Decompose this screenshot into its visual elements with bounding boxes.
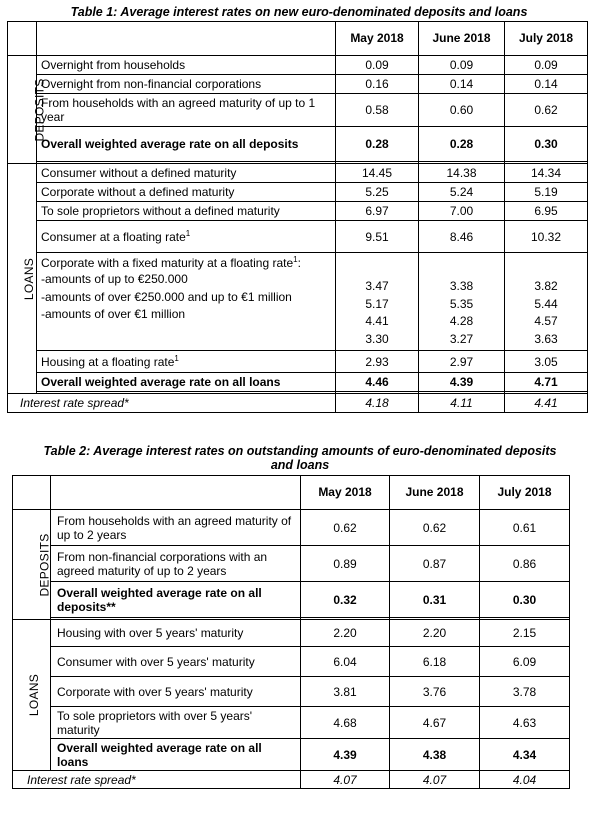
cell-value: 4.63 [480, 707, 570, 739]
table-row [8, 183, 588, 202]
cell-value: 5.25 [336, 183, 419, 202]
cell-value: 0.09 [336, 56, 419, 75]
row-label: Interest rate spread* [13, 771, 301, 789]
cell-value: 6.09 [480, 647, 570, 677]
cell-value: 0.89 [301, 546, 390, 582]
row-label: Corporate with over 5 years' maturity [51, 677, 301, 707]
row-label: From households with an agreed maturity of up to 1 year [37, 94, 336, 127]
cell-value: 0.14 [505, 75, 588, 94]
table1-month-may: May 2018 [336, 22, 419, 56]
sub-label: -amounts of up to €250.000 [41, 272, 188, 286]
cell-value: 6.97 [336, 202, 419, 221]
cell-value: 4.07 [301, 771, 390, 789]
table-row [8, 75, 588, 94]
cell-value: 0.14 [419, 75, 505, 94]
cell-value: 5.19 [505, 183, 588, 202]
cell-value: 6.95 [505, 202, 588, 221]
cell-value-stack: 3.47 5.17 4.41 3.30 [336, 253, 419, 351]
table1-spread-row [8, 394, 588, 413]
cell-value: 0.31 [390, 582, 480, 618]
cell-value: 4.41 [505, 394, 588, 413]
row-label: Consumer without a defined maturity [37, 164, 336, 183]
cell-value: 14.38 [419, 164, 505, 183]
cell-value: 7.00 [419, 202, 505, 221]
row-label: Overall weighted average rate on all deposits** [51, 582, 301, 618]
cell-value: 4.71 [505, 373, 588, 392]
cell-value: 0.30 [480, 582, 570, 618]
table-row [8, 253, 588, 351]
sub-label: -amounts of over €250.000 and up to €1 million [41, 289, 292, 304]
table-row [8, 221, 588, 253]
cell-value: 8.46 [419, 221, 505, 253]
sub-label: -amounts of over €1 million [41, 307, 186, 321]
table1-deposits-section-label: DEPOSITS [8, 56, 37, 164]
row-label: Corporate with a fixed maturity at a floating rate$^1$: -amounts of up to €250.000 -amounts of over €250.000 and up to €1 million -amounts of over €1 million [37, 253, 336, 351]
row-label: Housing with over 5 years' maturity [51, 620, 301, 647]
cell-value: 0.58 [336, 94, 419, 127]
row-label: Interest rate spread* [8, 394, 336, 413]
row-label: Consumer with over 5 years' maturity [51, 647, 301, 677]
cell-value: 3.05 [505, 351, 588, 373]
cell-value: 4.34 [480, 739, 570, 771]
cell-value: 4.68 [301, 707, 390, 739]
table-row [13, 546, 570, 582]
cell-value: 4.04 [480, 771, 570, 789]
cell-value: 2.93 [336, 351, 419, 373]
cell-value: 4.18 [336, 394, 419, 413]
table-row [13, 647, 570, 677]
cell-value: 14.45 [336, 164, 419, 183]
cell-value: 0.30 [505, 127, 588, 162]
cell-value: 6.18 [390, 647, 480, 677]
cell-value: 0.60 [419, 94, 505, 127]
table2-title: Table 2: Average interest rates on outstanding amounts of euro-denominated deposits and loans [43, 444, 557, 472]
cell-value: 3.78 [480, 677, 570, 707]
cell-value: 0.09 [505, 56, 588, 75]
cell-value: 4.07 [390, 771, 480, 789]
cell-value: 0.28 [336, 127, 419, 162]
cell-value: 2.20 [390, 620, 480, 647]
row-label: Overall weighted average rate on all loans [51, 739, 301, 771]
cell-value: 0.28 [419, 127, 505, 162]
table2-header-blank-label [51, 476, 301, 510]
cell-value: 5.24 [419, 183, 505, 202]
table2-month-july: July 2018 [480, 476, 570, 510]
table-row [13, 677, 570, 707]
table2-month-may: May 2018 [301, 476, 390, 510]
cell-value: 4.46 [336, 373, 419, 392]
table2-header-row [13, 476, 570, 510]
row-label: Overall weighted average rate on all loans [37, 373, 336, 392]
cell-value-stack: 3.82 5.44 4.57 3.63 [505, 253, 588, 351]
cell-value: 0.32 [301, 582, 390, 618]
table2-header-blank [13, 476, 51, 510]
table-row [8, 202, 588, 221]
cell-value: 0.62 [505, 94, 588, 127]
table1-month-july: July 2018 [505, 22, 588, 56]
cell-value: 2.97 [419, 351, 505, 373]
row-label: Housing at a floating rate$^1$ [37, 351, 336, 373]
cell-value: 4.39 [301, 739, 390, 771]
table2-spread-row [13, 771, 570, 789]
table1-header-blank-label [37, 22, 336, 56]
row-label: Overnight from households [37, 56, 336, 75]
table1 [7, 21, 588, 413]
table1-header-row [8, 22, 588, 56]
cell-value: 4.11 [419, 394, 505, 413]
table2 [12, 475, 570, 789]
cell-value: 3.81 [301, 677, 390, 707]
table1-header-blank [8, 22, 37, 56]
cell-value: 0.61 [480, 510, 570, 546]
cell-value: 14.34 [505, 164, 588, 183]
row-label: Corporate without a defined maturity [37, 183, 336, 202]
table1-loans-total-row [8, 373, 588, 392]
table-row [8, 164, 588, 183]
cell-value: 4.67 [390, 707, 480, 739]
table2-loans-section-label: LOANS [13, 620, 51, 771]
table-row [13, 510, 570, 546]
cell-value: 0.62 [390, 510, 480, 546]
cell-value-stack: 3.38 5.35 4.28 3.27 [419, 253, 505, 351]
table-row [13, 620, 570, 647]
table-row [8, 56, 588, 75]
cell-value: 0.09 [419, 56, 505, 75]
table-row [8, 351, 588, 373]
table1-month-june: June 2018 [419, 22, 505, 56]
cell-value: 9.51 [336, 221, 419, 253]
table-row [13, 707, 570, 739]
table2-deposits-section-label: DEPOSITS [13, 510, 51, 620]
cell-value: 0.16 [336, 75, 419, 94]
cell-value: 6.04 [301, 647, 390, 677]
table2-month-june: June 2018 [390, 476, 480, 510]
cell-value: 4.38 [390, 739, 480, 771]
row-label: Overall weighted average rate on all deposits [37, 127, 336, 162]
cell-value: 0.87 [390, 546, 480, 582]
row-label: To sole proprietors without a defined maturity [37, 202, 336, 221]
table1-title: Table 1: Average interest rates on new euro-denominated deposits and loans [70, 5, 528, 19]
row-label: From non-financial corporations with an agreed maturity of up to 2 years [51, 546, 301, 582]
table2-loans-total-row [13, 739, 570, 771]
cell-value: 2.20 [301, 620, 390, 647]
cell-value: 3.76 [390, 677, 480, 707]
cell-value: 4.39 [419, 373, 505, 392]
cell-value: 2.15 [480, 620, 570, 647]
row-label: Consumer at a floating rate$^1$ [37, 221, 336, 253]
row-label: To sole proprietors with over 5 years' maturity [51, 707, 301, 739]
row-label: Overnight from non-financial corporations [37, 75, 336, 94]
table1-loans-section-label: LOANS [8, 164, 37, 394]
table-row [8, 94, 588, 127]
table1-deposits-total-row [8, 127, 588, 162]
cell-value: 0.86 [480, 546, 570, 582]
cell-value: 10.32 [505, 221, 588, 253]
row-label: From households with an agreed maturity of up to 2 years [51, 510, 301, 546]
table2-deposits-total-row [13, 582, 570, 618]
cell-value: 0.62 [301, 510, 390, 546]
